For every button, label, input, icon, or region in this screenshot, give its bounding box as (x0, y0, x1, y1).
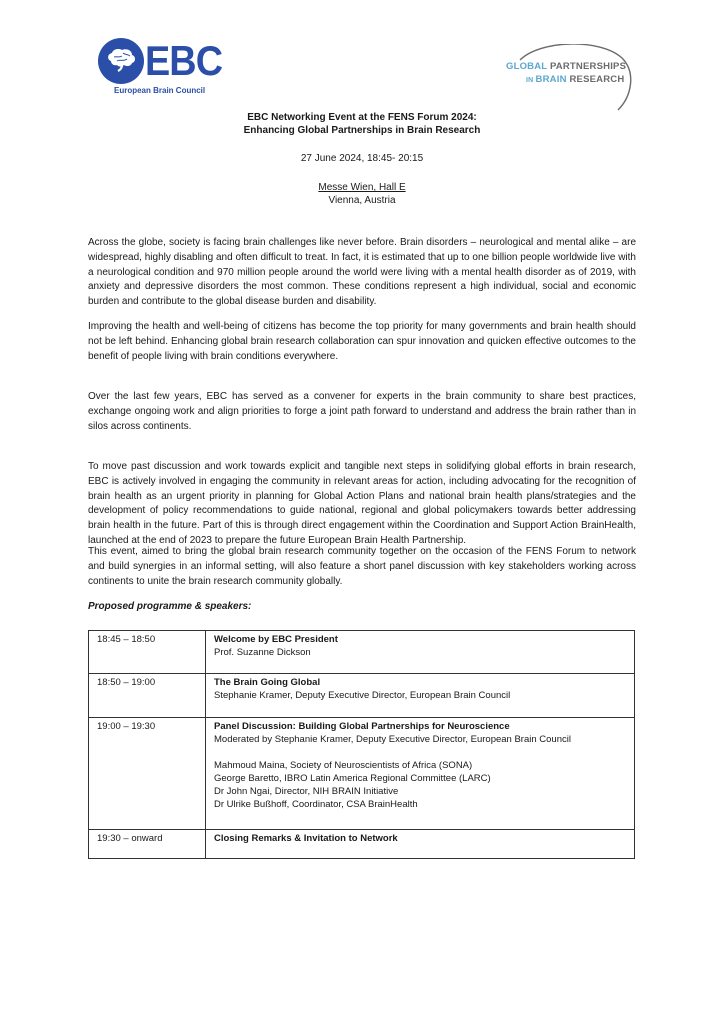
panelist: Dr John Ngai, Director, NIH BRAIN Initiative (214, 786, 399, 797)
logo-text-line1: GLOBAL PARTNERSHIPS (506, 61, 627, 72)
programme-table (88, 630, 635, 859)
ebc-logo (98, 37, 223, 98)
body-paragraph: To move past discussion and work towards explicit and tangible next steps in solidifying global efforts in brain research, EBC is actively involved in engaging the community in relevant areas for action, including advocating for the recognition of brain health as an urgent priority in planning for Global Action Plans and national brain health plans/strategies and the development of policy recommendations to guide national, regional and global policymakers towards better addressing brain health in the future. Part of this is through direct engagement within the Coordination and Support Action BrainHealth, launched at the end of 2023 to prepare the future European Brain Health Partnership. (88, 461, 636, 546)
table-row (89, 718, 635, 830)
table-row (89, 631, 635, 674)
slot-details (206, 631, 635, 674)
logo-text-line2: IN BRAIN RESEARCH (526, 74, 625, 85)
spacer (214, 746, 626, 759)
table-row (89, 830, 635, 859)
event-city: Vienna, Austria (328, 195, 396, 206)
table-row (89, 674, 635, 718)
slot-title: Closing Remarks & Invitation to Network (214, 833, 398, 844)
body-paragraph: This event, aimed to bring the global brain research community together on the occasion of the FENS Forum to network and build synergies in an informal setting, will also feature a short panel discussion with key stakeholders working across continents to unite the brain research community globally. (88, 546, 636, 587)
programme-heading: Proposed programme & speakers: (88, 601, 252, 612)
slot-details (206, 718, 635, 830)
slot-title: The Brain Going Global (214, 677, 321, 688)
slot-time: 19:00 – 19:30 (89, 718, 206, 830)
event-date: 27 June 2024, 18:45- 20:15 (300, 153, 424, 164)
global-partnerships-logo (500, 44, 640, 114)
slot-title: Welcome by EBC President (214, 634, 338, 645)
slot-moderator: Moderated by Stephanie Kramer, Deputy Executive Director, European Brain Council (214, 734, 571, 745)
body-paragraph: Over the last few years, EBC has served as a convener for experts in the brain community to share best practices, exchange ongoing work and align priorities to forge a joint path forward to understand and address the brain rather than in silos across continents. (88, 391, 636, 432)
event-venue: Messe Wien, Hall E (318, 182, 406, 193)
panelist: Mahmoud Maina, Society of Neuroscientists of Africa (SONA) (214, 760, 473, 771)
event-title-line2: Enhancing Global Partnerships in Brain Research (243, 125, 481, 136)
slot-speaker: Stephanie Kramer, Deputy Executive Director, European Brain Council (214, 690, 511, 701)
slot-details (206, 830, 635, 859)
brain-icon (105, 47, 137, 73)
body-paragraph: Improving the health and well-being of citizens has become the top priority for many governments and brain health should not be left behind. Enhancing global brain research collaboration can spur innovation and quicken effective outcomes to the benefit of people living with brain conditions everywhere. (88, 321, 636, 362)
slot-title: Panel Discussion: Building Global Partnerships for Neuroscience (214, 721, 510, 732)
event-title-line1: EBC Networking Event at the FENS Forum 2024: (247, 112, 477, 123)
ebc-logo-circle (98, 38, 144, 84)
slot-time: 19:30 – onward (89, 830, 206, 859)
body-paragraph: Across the globe, society is facing brain challenges like never before. Brain disorders – neurological and mental alike – are widespread, highly disabling and often difficult to treat. In fact, it is estimated that up to one billion people worldwide live with a neurological condition and 970 million people around the world were living with a mental health disorder as of 2019, with anxiety and depressive disorders the most common. These conditions represent a high individual, social and economic burden and contribute to the global disease burden and disability. (88, 237, 636, 308)
slot-time: 18:50 – 19:00 (89, 674, 206, 718)
slot-details (206, 674, 635, 718)
ebc-logo-letters: EBC (145, 37, 223, 84)
slot-time: 18:45 – 18:50 (89, 631, 206, 674)
ebc-logo-subtitle: European Brain Council (114, 86, 206, 95)
panelist: Dr Ulrike Bußhoff, Coordinator, CSA BrainHealth (214, 799, 418, 810)
slot-speaker: Prof. Suzanne Dickson (214, 647, 311, 658)
panelist: George Baretto, IBRO Latin America Regional Committee (LARC) (214, 773, 491, 784)
